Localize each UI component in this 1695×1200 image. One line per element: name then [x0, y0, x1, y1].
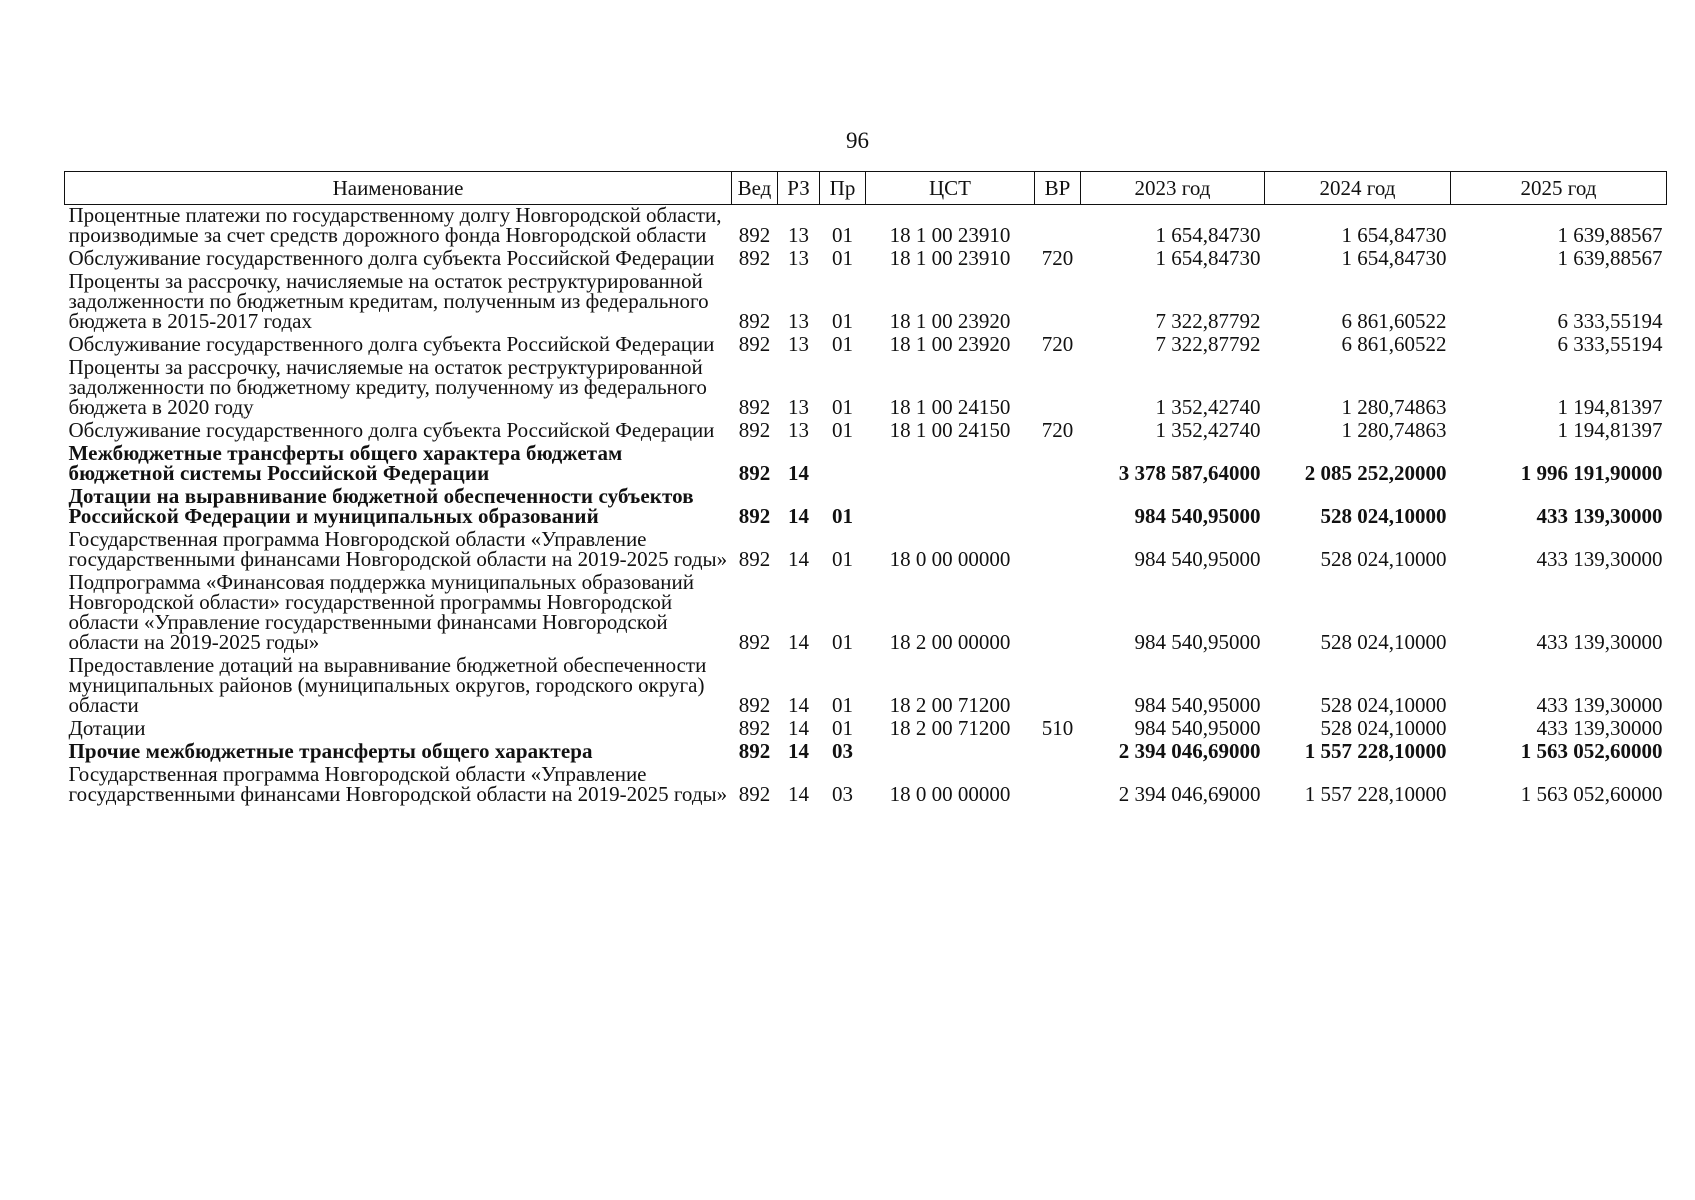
- row-amount-2024: 528 024,10000: [1320, 547, 1447, 571]
- row-cst: 18 1 00 23910: [889, 223, 1011, 247]
- row-amount-2024: 528 024,10000: [1320, 716, 1447, 740]
- row-pr: 01: [832, 547, 853, 571]
- row-pr: 01: [832, 223, 853, 247]
- row-cst: 18 1 00 23920: [889, 332, 1011, 356]
- row-rz: 14: [788, 630, 809, 654]
- header-name: Наименование: [65, 172, 732, 205]
- row-amount-2024: 6 861,60522: [1341, 332, 1447, 356]
- row-name: Государственная программа Новгородской области «Управление государственными финансами Новгородской области на 2019-2025 годы»: [68, 527, 728, 571]
- row-vr: [1035, 357, 1081, 420]
- row-amount-2025: 1 563 052,60000: [1520, 739, 1663, 763]
- row-amount-2025: 1 639,88567: [1557, 246, 1663, 270]
- row-pr: 01: [832, 693, 853, 717]
- row-amount-2023: 1 654,84730: [1155, 246, 1261, 270]
- header-2024: 2024 год: [1265, 172, 1451, 205]
- table-row: [65, 443, 1667, 486]
- row-amount-2023: 984 540,95000: [1134, 547, 1261, 571]
- row-name: Процентные платежи по государственному долгу Новгородской области, производимые за счет средств дорожного фонда Новгородской области: [68, 203, 722, 247]
- table-row: [65, 764, 1667, 807]
- row-amount-2023: 984 540,95000: [1134, 504, 1261, 528]
- row-ved: 892: [738, 332, 771, 356]
- row-amount-2024: 2 085 252,20000: [1304, 461, 1447, 485]
- row-ved: 892: [738, 693, 771, 717]
- row-cst: 18 1 00 23910: [889, 246, 1011, 270]
- row-pr: [820, 443, 866, 486]
- row-pr: 03: [832, 782, 853, 806]
- row-vr: [1035, 529, 1081, 572]
- row-name: Проценты за рассрочку, начисляемые на остаток реструктурированной задолженности по бюджетным кредитам, полученным из федерального бюджета в 2015-2017 годах: [68, 269, 709, 333]
- row-cst: 18 0 00 00000: [889, 782, 1011, 806]
- row-pr: 03: [832, 739, 853, 763]
- row-amount-2023: 2 394 046,69000: [1118, 739, 1261, 763]
- row-name: Проценты за рассрочку, начисляемые на остаток реструктурированной задолженности по бюджетному кредиту, полученному из федерального бюджета в 2020 году: [68, 355, 707, 419]
- header-vr: ВР: [1035, 172, 1081, 205]
- row-amount-2025: 1 563 052,60000: [1520, 782, 1663, 806]
- row-rz: 14: [788, 504, 809, 528]
- table-row: [65, 205, 1667, 249]
- row-amount-2024: 1 654,84730: [1341, 223, 1447, 247]
- row-rz: 14: [788, 782, 809, 806]
- row-amount-2023: 1 352,42740: [1155, 418, 1261, 442]
- row-pr: 01: [832, 418, 853, 442]
- row-rz: 13: [788, 332, 809, 356]
- row-amount-2024: 6 861,60522: [1341, 309, 1447, 333]
- row-ved: 892: [738, 246, 771, 270]
- table-row: [65, 741, 1667, 764]
- row-rz: 14: [788, 716, 809, 740]
- row-amount-2025: 1 194,81397: [1557, 395, 1663, 419]
- row-rz: 14: [788, 739, 809, 763]
- table-row: [65, 357, 1667, 420]
- row-amount-2024: 528 024,10000: [1320, 693, 1447, 717]
- row-rz: 13: [788, 246, 809, 270]
- row-name: Дотации: [68, 716, 146, 740]
- row-vr: 720: [1041, 332, 1074, 356]
- row-amount-2025: 1 996 191,90000: [1520, 461, 1663, 485]
- row-cst: 18 2 00 71200: [889, 716, 1011, 740]
- row-amount-2024: 1 280,74863: [1341, 395, 1447, 419]
- row-amount-2023: 1 352,42740: [1155, 395, 1261, 419]
- row-rz: 13: [788, 418, 809, 442]
- row-amount-2024: 528 024,10000: [1320, 630, 1447, 654]
- table-row: [65, 271, 1667, 334]
- row-cst: 18 2 00 00000: [889, 630, 1011, 654]
- table-row: [65, 655, 1667, 718]
- row-amount-2025: 433 139,30000: [1536, 630, 1663, 654]
- row-ved: 892: [738, 547, 771, 571]
- header-2023: 2023 год: [1081, 172, 1265, 205]
- row-name: Межбюджетные трансферты общего характера бюджетам бюджетной системы Российской Федерации: [68, 441, 623, 485]
- row-ved: 892: [738, 223, 771, 247]
- row-cst: [866, 443, 1035, 486]
- row-name: Дотации на выравнивание бюджетной обеспеченности субъектов Российской Федерации и муниципальных образований: [68, 484, 694, 528]
- row-ved: 892: [738, 739, 771, 763]
- row-pr: 01: [832, 332, 853, 356]
- row-cst: [866, 486, 1035, 529]
- row-rz: 14: [788, 461, 809, 485]
- row-amount-2024: 1 654,84730: [1341, 246, 1447, 270]
- row-amount-2023: 7 322,87792: [1155, 309, 1261, 333]
- row-amount-2025: 433 139,30000: [1536, 716, 1663, 740]
- row-ved: 892: [738, 716, 771, 740]
- table-row: [65, 486, 1667, 529]
- row-vr: [1035, 271, 1081, 334]
- row-pr: 01: [832, 395, 853, 419]
- table-row: [65, 248, 1667, 271]
- row-name: Подпрограмма «Финансовая поддержка муниципальных образований Новгородской области» государственной программы Новгородской области «Управление государственными финансами Новгородской области на 2019-2025 годы»: [68, 570, 695, 654]
- row-rz: 13: [788, 395, 809, 419]
- table-body: [65, 205, 1667, 808]
- row-amount-2023: 7 322,87792: [1155, 332, 1261, 356]
- row-rz: 13: [788, 309, 809, 333]
- row-rz: 14: [788, 547, 809, 571]
- row-ved: 892: [738, 504, 771, 528]
- row-amount-2024: 1 280,74863: [1341, 418, 1447, 442]
- row-vr: 720: [1041, 418, 1074, 442]
- row-ved: 892: [738, 395, 771, 419]
- row-ved: 892: [738, 782, 771, 806]
- row-rz: 14: [788, 693, 809, 717]
- row-amount-2025: 1 639,88567: [1557, 223, 1663, 247]
- row-name: Предоставление дотаций на выравнивание бюджетной обеспеченности муниципальных районов (муниципальных округов, городского округа) области: [68, 653, 707, 717]
- row-amount-2023: 984 540,95000: [1134, 630, 1261, 654]
- row-vr: [1035, 443, 1081, 486]
- row-vr: [1035, 764, 1081, 807]
- row-amount-2023: 984 540,95000: [1134, 693, 1261, 717]
- row-vr: 720: [1041, 246, 1074, 270]
- row-amount-2024: 528 024,10000: [1320, 504, 1447, 528]
- row-amount-2025: 6 333,55194: [1557, 332, 1663, 356]
- row-cst: 18 1 00 23920: [889, 309, 1011, 333]
- row-cst: 18 0 00 00000: [889, 547, 1011, 571]
- row-cst: 18 2 00 71200: [889, 693, 1011, 717]
- header-pr: Пр: [820, 172, 866, 205]
- row-ved: 892: [738, 630, 771, 654]
- row-amount-2025: 1 194,81397: [1557, 418, 1663, 442]
- row-ved: 892: [738, 461, 771, 485]
- row-vr: [1035, 655, 1081, 718]
- row-amount-2025: 433 139,30000: [1536, 504, 1663, 528]
- row-pr: 01: [832, 246, 853, 270]
- row-vr: [1035, 486, 1081, 529]
- row-name: Государственная программа Новгородской области «Управление государственными финансами Новгородской области на 2019-2025 годы»: [68, 762, 728, 806]
- row-vr: [1035, 741, 1081, 764]
- row-ved: 892: [738, 309, 771, 333]
- row-cst: 18 1 00 24150: [889, 395, 1011, 419]
- row-cst: 18 1 00 24150: [889, 418, 1011, 442]
- row-rz: 13: [788, 223, 809, 247]
- header-cst: ЦСТ: [866, 172, 1035, 205]
- table-row: [65, 529, 1667, 572]
- row-amount-2023: 984 540,95000: [1134, 716, 1261, 740]
- row-name: Обслуживание государственного долга субъекта Российской Федерации: [68, 246, 715, 270]
- row-amount-2024: 1 557 228,10000: [1304, 782, 1447, 806]
- row-amount-2023: 3 378 587,64000: [1118, 461, 1261, 485]
- header-row: [65, 172, 1667, 205]
- row-amount-2025: 6 333,55194: [1557, 309, 1663, 333]
- row-name: Обслуживание государственного долга субъекта Российской Федерации: [68, 418, 715, 442]
- budget-table: [64, 171, 1667, 807]
- header-ved: Вед: [732, 172, 778, 205]
- row-name: Обслуживание государственного долга субъекта Российской Федерации: [68, 332, 715, 356]
- row-pr: 01: [832, 309, 853, 333]
- row-amount-2025: 433 139,30000: [1536, 547, 1663, 571]
- header-rz: РЗ: [778, 172, 820, 205]
- row-vr: [1035, 205, 1081, 249]
- row-amount-2025: 433 139,30000: [1536, 693, 1663, 717]
- row-pr: 01: [832, 716, 853, 740]
- row-pr: 01: [832, 504, 853, 528]
- row-vr: 510: [1041, 716, 1074, 740]
- table-row: [65, 420, 1667, 443]
- row-amount-2024: 1 557 228,10000: [1304, 739, 1447, 763]
- row-amount-2023: 1 654,84730: [1155, 223, 1261, 247]
- header-2025: 2025 год: [1451, 172, 1667, 205]
- table-row: [65, 718, 1667, 741]
- page-number: 96: [846, 128, 869, 153]
- row-ved: 892: [738, 418, 771, 442]
- table-row: [65, 572, 1667, 655]
- row-amount-2023: 2 394 046,69000: [1118, 782, 1261, 806]
- table-row: [65, 334, 1667, 357]
- row-cst: [866, 741, 1035, 764]
- row-pr: 01: [832, 630, 853, 654]
- row-vr: [1035, 572, 1081, 655]
- row-name: Прочие межбюджетные трансферты общего характера: [68, 739, 593, 763]
